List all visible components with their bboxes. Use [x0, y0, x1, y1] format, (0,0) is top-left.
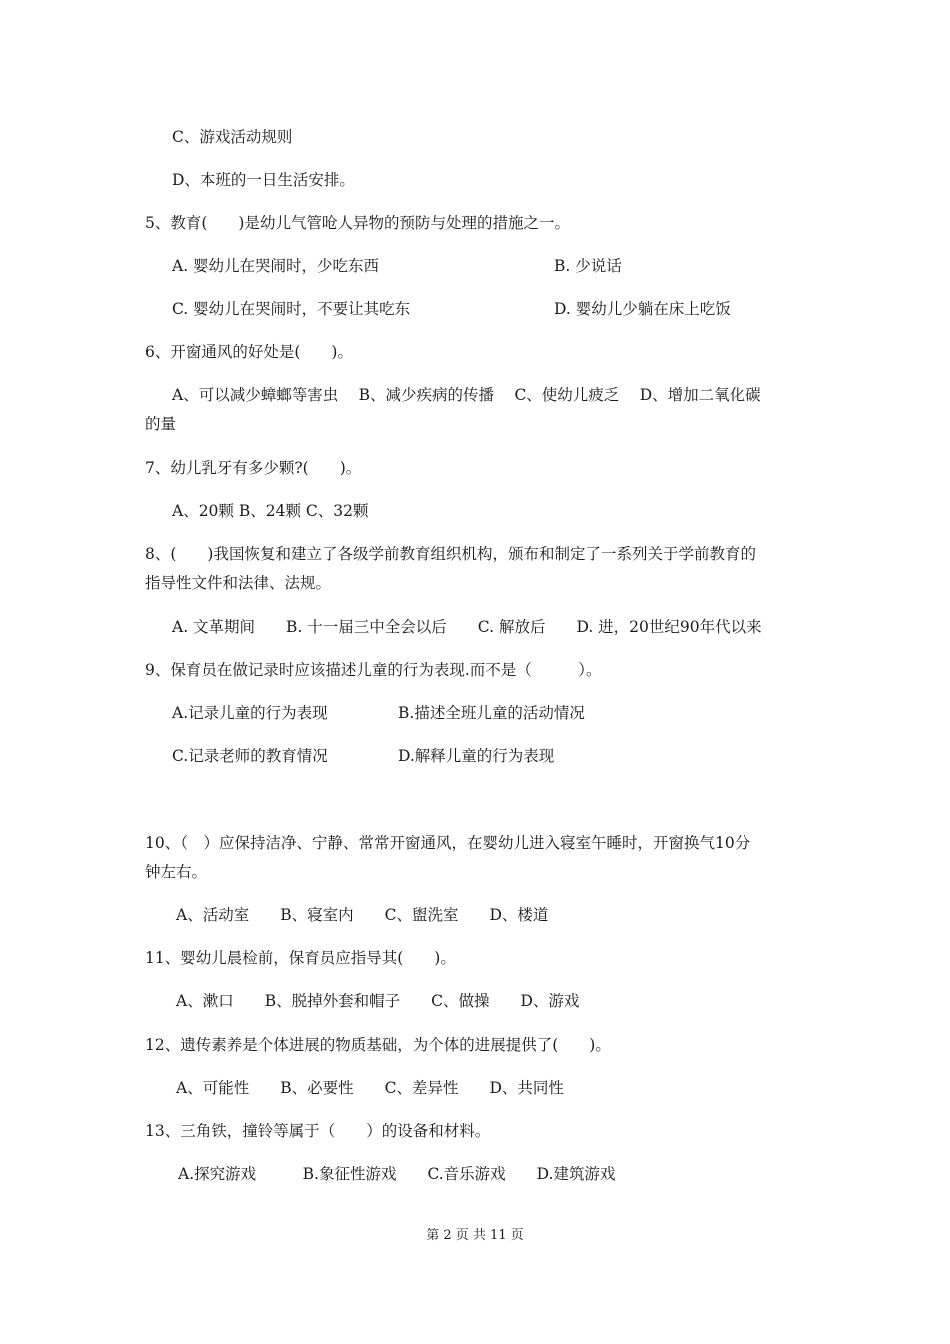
question-8-options: A. 文革期间 B. 十一届三中全会以后 C. 解放后 D. 进，20世纪90年代以来 — [172, 618, 762, 636]
question-5-option-a: A. 婴幼儿在哭闹时，少吃东西 — [172, 257, 380, 275]
question-12-options: A、可能性 B、必要性 C、差异性 D、共同性 — [176, 1079, 564, 1097]
question-7: 7、幼儿乳牙有多少颗?( )。 — [145, 459, 362, 477]
question-10: 10、（ ）应保持洁净、宁静、常常开窗通风，在婴幼儿进入寝室午睡时，开窗换气10分 — [145, 834, 751, 852]
question-9-option-a: A.记录儿童的行为表现 — [172, 704, 328, 722]
question-9: 9、保育员在做记录时应该描述儿童的行为表现.而不是（ ）。 — [145, 661, 602, 679]
question-12: 12、遗传素养是个体进展的物质基础，为个体的进展提供了( )。 — [145, 1036, 611, 1054]
question-9-option-b: B.描述全班儿童的活动情况 — [398, 704, 585, 722]
question-6-options-continued: 的量 — [145, 415, 177, 433]
question-6: 6、开窗通风的好处是( )。 — [145, 343, 353, 361]
question-11-options: A、漱口 B、脱掉外套和帽子 C、做操 D、游戏 — [176, 992, 580, 1010]
question-5-option-b: B. 少说话 — [554, 257, 622, 275]
question-13-options: A.探究游戏 B.象征性游戏 C.音乐游戏 D.建筑游戏 — [178, 1165, 616, 1183]
question-8-continued: 指导性文件和法律、法规。 — [145, 574, 332, 592]
question-8: 8、( )我国恢复和建立了各级学前教育组织机构，颁布和制定了一系列关于学前教育的 — [145, 545, 756, 563]
question-5-option-c: C. 婴幼儿在哭闹时，不要让其吃东 — [172, 300, 411, 318]
question-11: 11、婴幼儿晨检前，保育员应指导其( )。 — [145, 949, 456, 967]
question-9-option-d: D.解释儿童的行为表现 — [398, 747, 555, 765]
question-7-options: A、20颗 B、24颗 C、32颗 — [172, 502, 369, 520]
question-5: 5、教育( )是幼儿气管呛人异物的预防与处理的措施之一。 — [145, 214, 570, 232]
question-13: 13、三角铁，撞铃等属于（ ）的设备和材料。 — [145, 1122, 491, 1140]
question-5-option-d: D. 婴幼儿少躺在床上吃饭 — [554, 300, 731, 318]
option-c-line: C、游戏活动规则 — [172, 128, 293, 146]
page-number: 第 2 页 共 11 页 — [426, 1228, 524, 1243]
question-10-options: A、活动室 B、寝室内 C、盥洗室 D、楼道 — [176, 906, 549, 924]
question-6-options: A、可以减少蟑螂等害虫 B、减少疾病的传播 C、使幼儿疲乏 D、增加二氧化碳 — [172, 386, 761, 404]
question-9-option-c: C.记录老师的教育情况 — [172, 747, 328, 765]
question-10-continued: 钟左右。 — [145, 863, 208, 881]
option-d-line: D、本班的一日生活安排。 — [172, 171, 355, 189]
